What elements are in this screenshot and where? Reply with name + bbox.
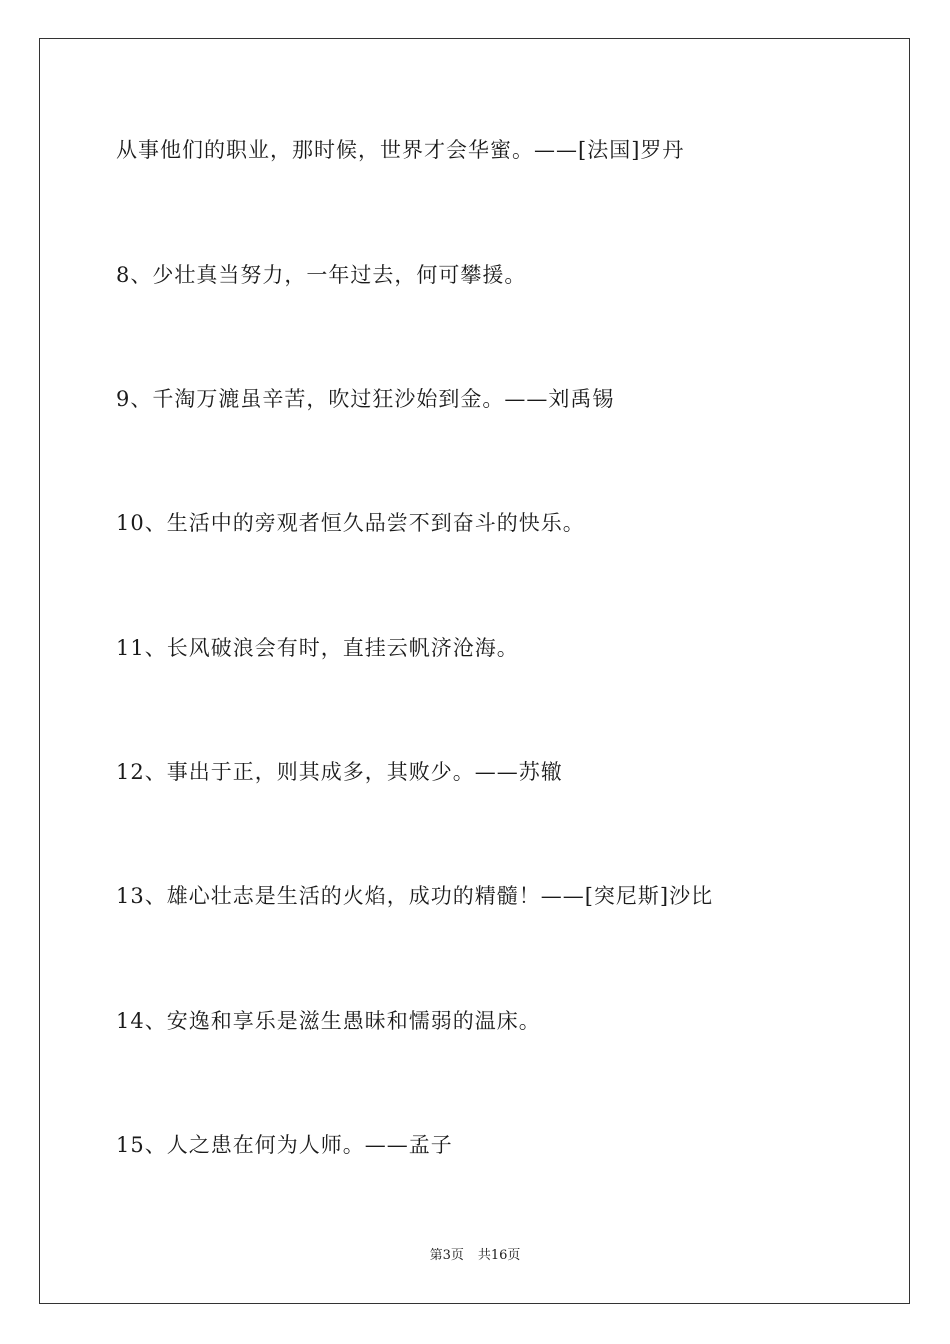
page-total: 共16页: [477, 1248, 521, 1263]
quote-line: 14、安逸和享乐是滋生愚昧和懦弱的温床。: [116, 1009, 541, 1033]
quote-line: 8、少壮真当努力，一年过去，何可攀援。: [116, 263, 527, 287]
quote-line: 10、生活中的旁观者恒久品尝不到奋斗的快乐。: [116, 511, 585, 535]
quote-line: 13、雄心壮志是生活的火焰，成功的精髓！——[突尼斯]沙比: [116, 884, 714, 908]
page-footer: [0, 1247, 950, 1265]
quote-line: 9、千淘万漉虽辛苦，吹过狂沙始到金。——刘禹锡: [116, 387, 615, 411]
quote-line: 12、事出于正，则其成多，其败少。——苏辙: [116, 760, 563, 784]
page-number: 第3页: [429, 1248, 464, 1263]
quote-line: 15、人之患在何为人师。——孟子: [116, 1133, 453, 1157]
page-frame: [39, 38, 910, 1304]
quote-line: 从事他们的职业，那时候，世界才会华蜜。——[法国]罗丹: [116, 138, 685, 162]
quote-line: 11、长风破浪会有时，直挂云帆济沧海。: [116, 636, 519, 660]
